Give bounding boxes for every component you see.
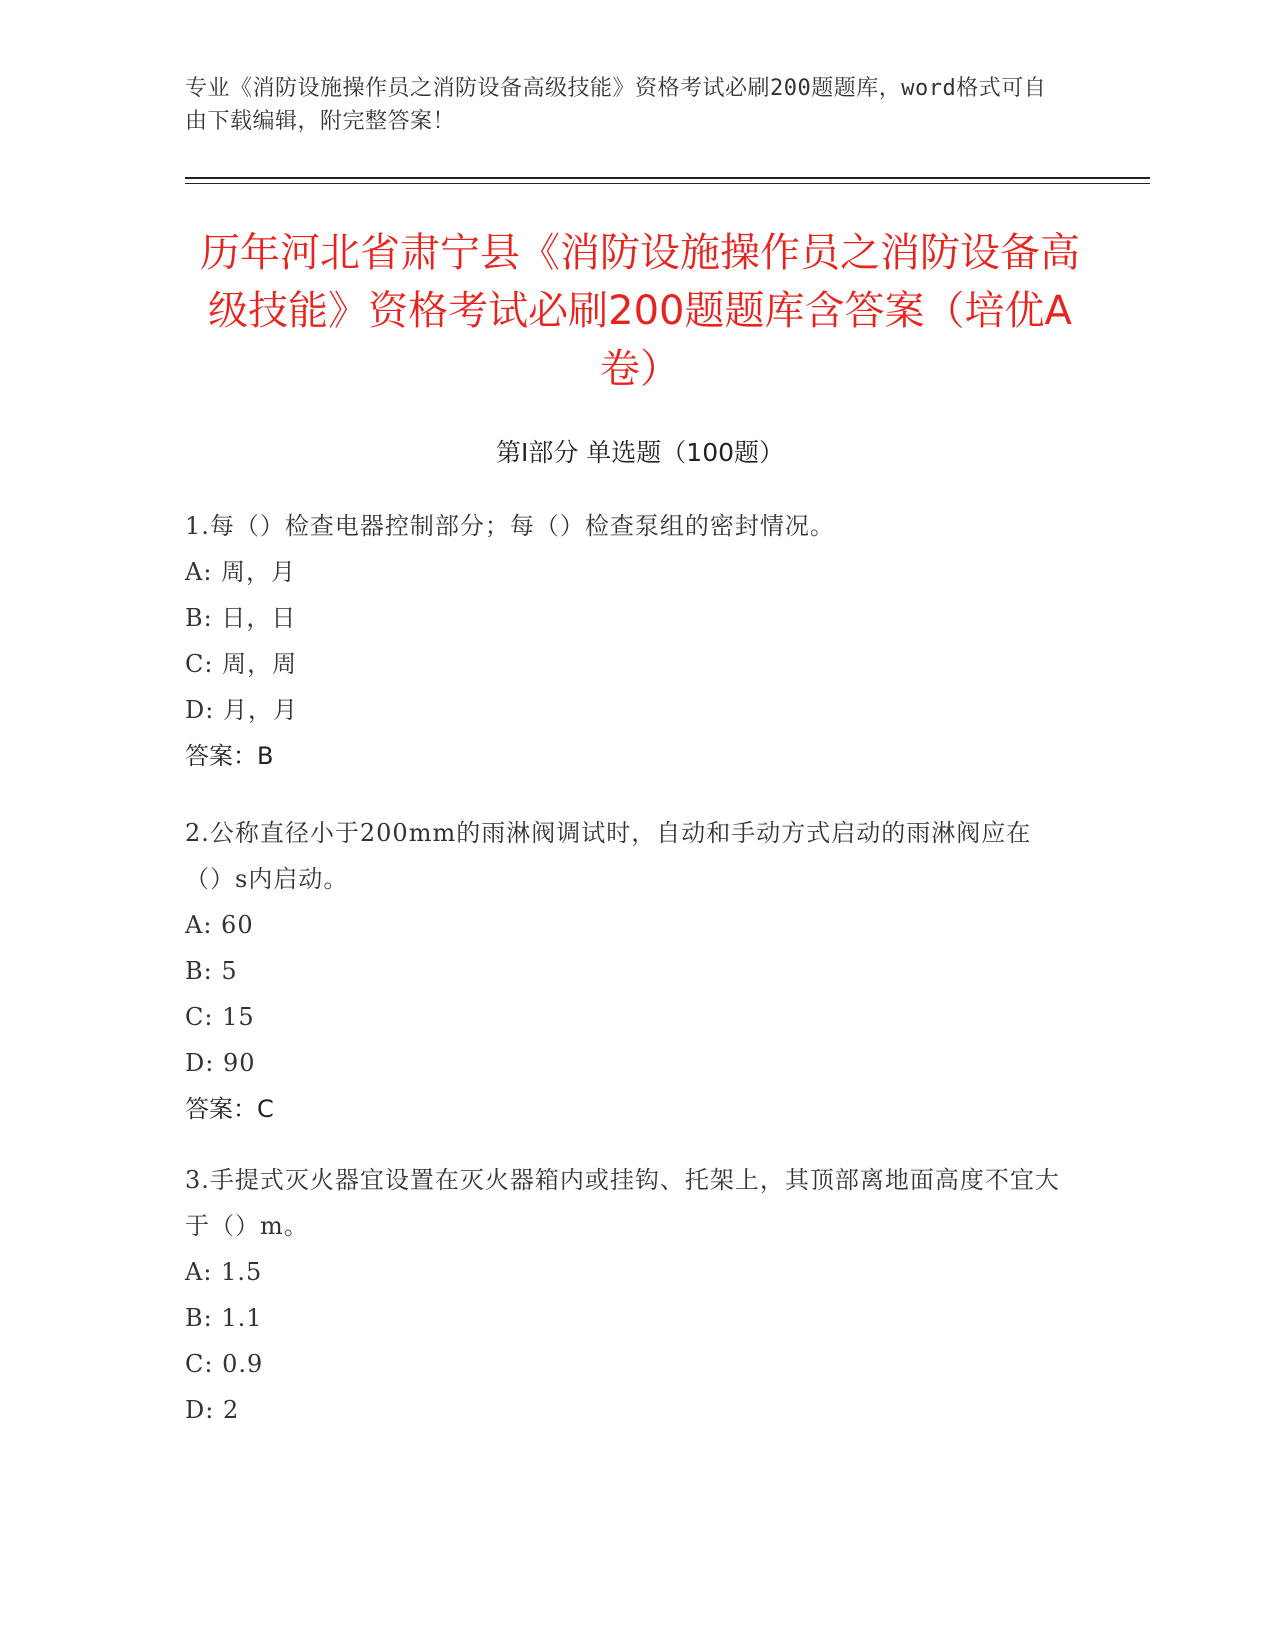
option-b: B: 日，日 <box>185 604 297 632</box>
option-a: A: 周，月 <box>185 558 297 586</box>
option-a: A: 60 <box>185 911 254 939</box>
document-title: 历年河北省肃宁县《消防设施操作员之消防设备高级技能》资格考试必刷200题题库含答案（培优A卷） <box>200 230 1080 392</box>
question-3 <box>185 1157 1065 1433</box>
header-note: 专业《消防设施操作员之消防设备高级技能》资格考试必刷200题题库，word格式可自由下载编辑，附完整答案！ <box>185 76 1047 134</box>
option-d: D: 90 <box>185 1049 256 1077</box>
header-divider-thin <box>185 183 1150 184</box>
option-d: D: 月，月 <box>185 696 298 724</box>
question-stem: 2.公称直径小于200mm的雨淋阀调试时，自动和手动方式启动的雨淋阀应在（）s内启动。 <box>185 819 1032 893</box>
option-c: C: 0.9 <box>185 1350 264 1378</box>
question-stem: 1.每（）检查电器控制部分；每（）检查泵组的密封情况。 <box>185 512 835 540</box>
header-divider-thick <box>185 177 1150 179</box>
answer: 答案：C <box>185 1095 274 1123</box>
option-d: D: 2 <box>185 1396 240 1424</box>
question-2 <box>185 810 1065 1132</box>
option-c: C: 15 <box>185 1003 255 1031</box>
option-c: C: 周，周 <box>185 650 298 678</box>
section-heading: 第I部分 单选题（100题） <box>495 438 785 467</box>
question-stem: 3.手提式灭火器宜设置在灭火器箱内或挂钩、托架上，其顶部离地面高度不宜大于（）m。 <box>185 1166 1060 1240</box>
answer: 答案：B <box>185 742 274 770</box>
question-1 <box>185 503 1065 779</box>
option-b: B: 5 <box>185 957 238 985</box>
option-b: B: 1.1 <box>185 1304 263 1332</box>
option-a: A: 1.5 <box>185 1258 263 1286</box>
